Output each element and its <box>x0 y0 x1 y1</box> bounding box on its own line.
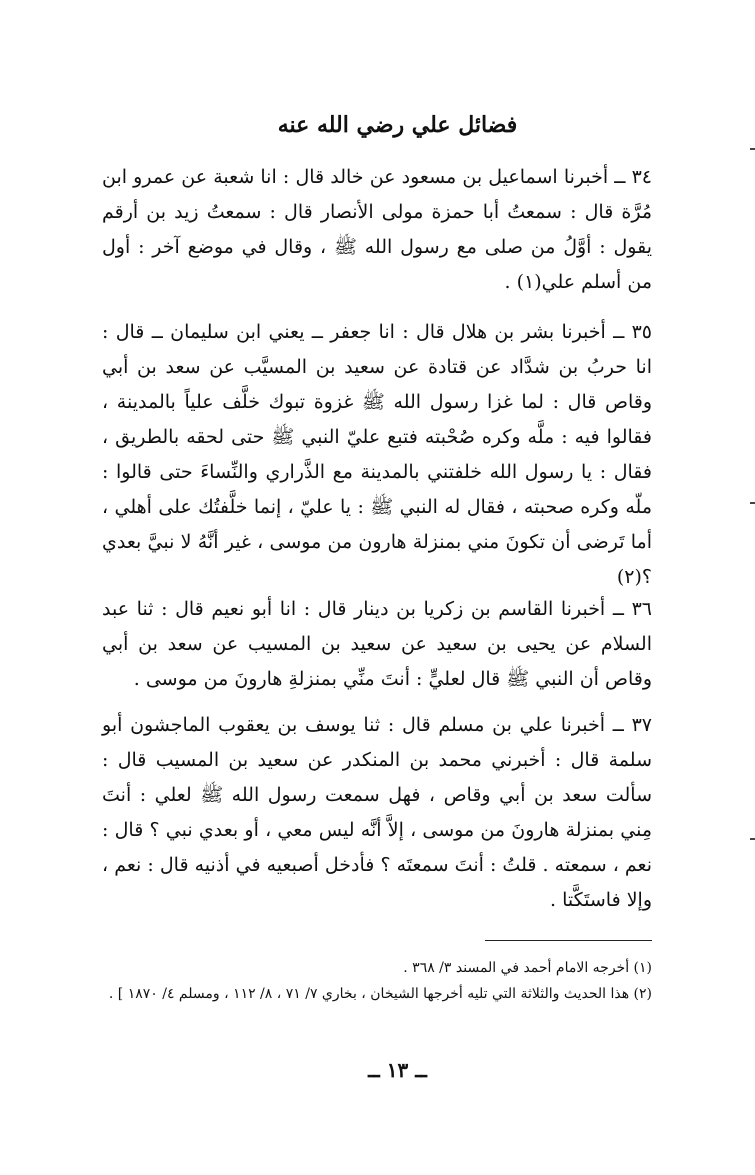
footnotes <box>77 955 652 1007</box>
hadith-paragraph-36 <box>102 592 652 697</box>
footnote-2: (٢) هذا الحديث والثلاثة التي تليه أخرجها الشيخان ، بخاري ٧/ ٧١ ، ٨/ ١١٢ ، ومسلم ٤/ ١٨٧٠ ] . <box>108 986 652 1002</box>
footnote-separator <box>485 940 652 941</box>
page-number: ــ ١٣ ــ <box>368 1058 427 1082</box>
footnote-1: (١) أخرجه الامام أحمد في المسند ٣/ ٣٦٨ . <box>403 960 652 976</box>
hadith-paragraph-35 <box>102 315 652 595</box>
edge-mark <box>750 148 755 150</box>
page-title: فضائل علي رضي الله عنه <box>277 112 518 138</box>
hadith-paragraph-34 <box>102 160 652 300</box>
edge-mark <box>750 502 755 504</box>
paragraph-text: ٣٧ ــ أخبرنا علي بن مسلم قال : ثنا يوسف بن يعقوب الماجشون أبو سلمة قال : أخبرني محمد بن المنكدر عن سعيد بن المسيب قال : سألت سعد بن أبي وقاص ، فهل سمعت رسول الله ﷺ لعلي : أنتَ مِني بمنزلة هارونَ من موسى ، إلاَّ أنَّه ليس معي ، أو بعدي نبي ؟ قال : نعم ، سمعته . قلتُ : أنتَ سمعتَه ؟ فأدخل أصبعيه في أذنيه قال : نعم ، وإلا فاستَكَّتا . <box>102 714 652 911</box>
hadith-paragraph-37 <box>102 708 652 918</box>
paragraph-text: ٣٦ ــ أخبرنا القاسم بن زكريا بن دينار قال : انا أبو نعيم قال : ثنا عبد السلام عن يحيى بن سعيد عن سعيد بن المسيب عن سعد بن أبي وقاص أن النبي ﷺ قال لعليٍّ : أنتَ منِّي بمنزلةِ هارونَ من موسى . <box>102 598 652 690</box>
paragraph-text: ٣٥ ــ أخبرنا بشر بن هلال قال : انا جعفر ــ يعني ابن سليمان ــ قال : انا حربُ بن شدَّاد عن قتادة عن سعيد بن المسيَّب عن سعد بن أبي وقاص قال : لما غزا رسول الله ﷺ غزوة تبوك خلَّف علياً بالمدينة ، فقالوا فيه : ملَّه وكره صُحْبته فتبع عليّ النبي ﷺ حتى لحقه بالطريق ، فقال : يا رسول الله خلفتني بالمدينة مع الذَّراري والنِّساءَ حتى قالوا : ملّه وكره صحبته ، فقال له النبي ﷺ : يا عليّ ، إنما خلَّفتُك على أهلي ، أما تَرضى أن تكونَ مني بمنزلة هارون من موسى ، غير أنَّهُ لا نبيَّ بعدي ؟(٢) <box>102 321 652 588</box>
paragraph-text: ٣٤ ــ أخبرنا اسماعيل بن مسعود عن خالد قال : انا شعبة عن عمرو ابن مُرَّة قال : سمعتُ أبا حمزة مولى الأنصار قال : سمعتُ زيد بن أرقم يقول : أوَّلُ من صلى مع رسول الله ﷺ ، وقال في موضع آخر : أول من أسلم علي(١) . <box>102 166 652 293</box>
edge-mark <box>750 838 755 840</box>
